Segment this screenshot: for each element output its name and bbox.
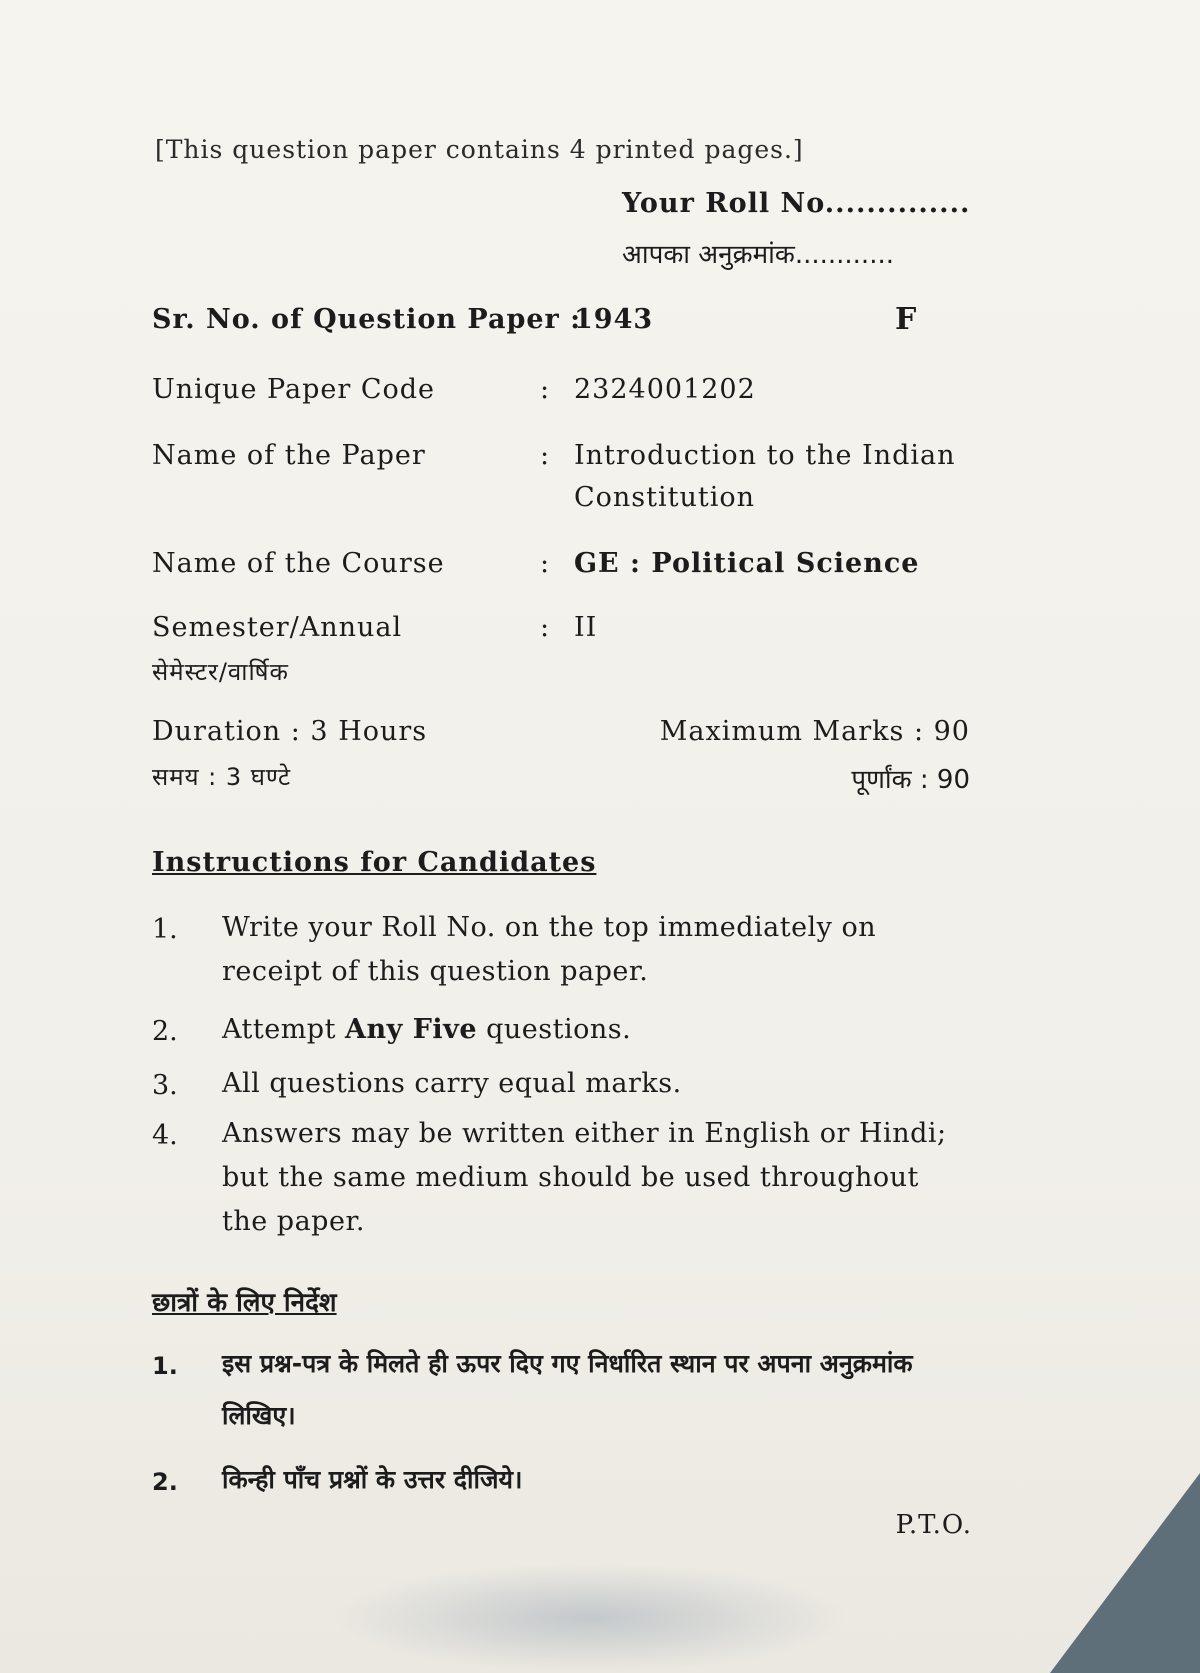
semester-label-hi: सेमेस्टर/वार्षिक bbox=[152, 658, 289, 686]
hindi-instruction-text: इस प्रश्न-पत्र के मिलते ही ऊपर दिए गए निर्धारित स्थान पर अपना अनुक्रमांक लिखिए। bbox=[222, 1349, 913, 1430]
paper-name-label: Name of the Paper bbox=[152, 440, 426, 471]
instruction-text: Write your Roll No. on the top immediately on receipt of this question paper. bbox=[222, 912, 877, 987]
paper-name-value-line1: Introduction to the Indian bbox=[574, 440, 956, 471]
instruction-number: 3. bbox=[152, 1070, 178, 1101]
max-marks-en: Maximum Marks : 90 bbox=[659, 716, 970, 747]
colon: : bbox=[540, 440, 550, 471]
hindi-instruction-number: 1. bbox=[152, 1352, 178, 1380]
folded-corner bbox=[1050, 1473, 1200, 1673]
set-code: F bbox=[895, 302, 917, 337]
duration-hi: समय : 3 घण्टे bbox=[152, 763, 292, 791]
instructions-title: Instructions for Candidates bbox=[152, 847, 597, 878]
colon: : bbox=[540, 374, 550, 405]
instruction-number: 2. bbox=[152, 1016, 178, 1047]
hindi-instruction-text: किन्ही पाँच प्रश्नों के उत्तर दीजिये। bbox=[222, 1465, 523, 1494]
paper-name-value-line2: Constitution bbox=[574, 482, 756, 513]
colon: : bbox=[540, 548, 550, 579]
colon: : bbox=[540, 612, 550, 643]
course-value: GE : Political Science bbox=[574, 548, 920, 579]
sr-no-value: 1943 bbox=[574, 304, 654, 335]
paper-code-value: 2324001202 bbox=[574, 374, 756, 405]
course-label: Name of the Course bbox=[152, 548, 445, 579]
instruction-text: All questions carry equal marks. bbox=[222, 1068, 682, 1099]
roll-number-label-en: Your Roll No.............. bbox=[622, 188, 971, 219]
instruction-number: 4. bbox=[152, 1120, 178, 1151]
scan-smudge bbox=[330, 1563, 850, 1673]
instruction-text: Attempt Any Five questions. bbox=[222, 1014, 632, 1045]
instruction-number: 1. bbox=[152, 914, 178, 945]
hindi-instruction-number: 2. bbox=[152, 1468, 178, 1496]
hindi-instructions-title: छात्रों के लिए निर्देश bbox=[152, 1288, 337, 1318]
instruction-text: Answers may be written either in English or Hindi; but the same medium should be used throughout the paper. bbox=[222, 1118, 947, 1237]
sr-no-label: Sr. No. of Question Paper : bbox=[152, 304, 582, 335]
please-turn-over: P.T.O. bbox=[895, 1510, 972, 1540]
paper-code-label: Unique Paper Code bbox=[152, 374, 435, 405]
semester-value: II bbox=[574, 612, 598, 643]
roll-number-label-hi: आपका अनुक्रमांक............ bbox=[622, 240, 894, 270]
semester-label-en: Semester/Annual bbox=[152, 612, 403, 643]
max-marks-hi: पूर्णांक : 90 bbox=[851, 765, 970, 795]
duration-en: Duration : 3 Hours bbox=[152, 716, 428, 747]
page-count-note: [This question paper contains 4 printed pages.] bbox=[155, 135, 804, 164]
